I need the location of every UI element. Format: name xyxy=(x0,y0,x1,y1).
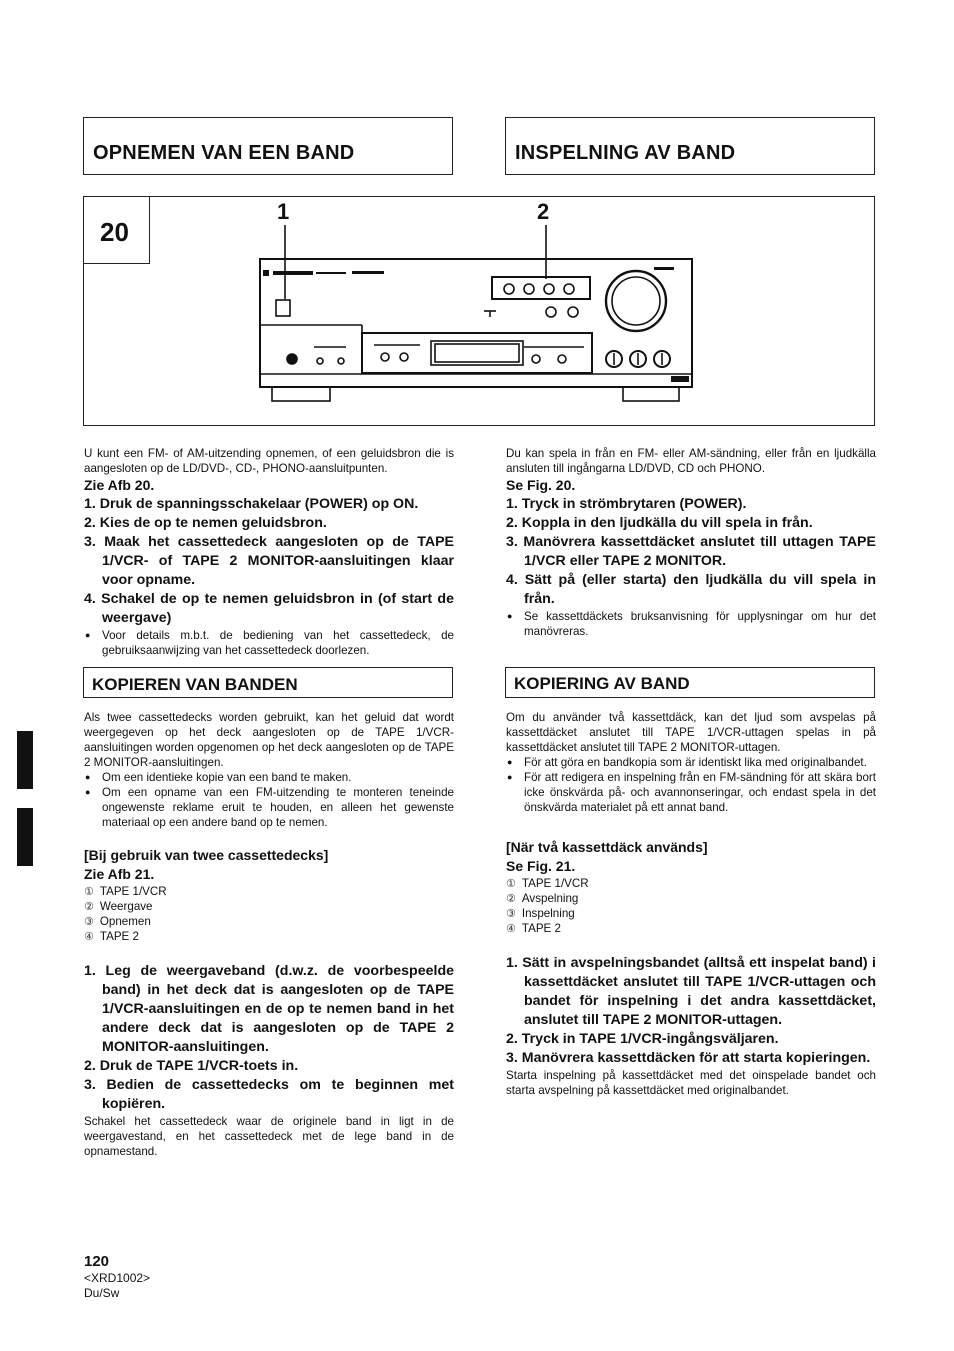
right-copy-bullet-2: ● För att redigera en inspelning från en FM-sändning för att skära bort icke önskvärda på- och avannonseringar, och endast spela in det önskvärda materialet på ett annat band. xyxy=(506,770,876,815)
right-steps xyxy=(506,495,876,609)
left-copy-bullet-2: ● Om een opname van een FM-uitzending te monteren teneinde ongewenste reklame eruit te houden, en alleen het gewenste materiaal op een andere band op te nemen. xyxy=(84,785,454,830)
right-legend-item: ② Avspelning xyxy=(506,892,579,905)
right-step-2: 2. Koppla in den ljudkälla du vill spela in från. xyxy=(506,515,813,531)
left-top-column xyxy=(84,446,454,658)
right-step-4: 4. Sätt på (eller starta) den ljudkälla du vill spela in från. xyxy=(506,572,876,607)
left-step-3: 3. Maak het cassettedeck aangesloten op de TAPE 1/VCR- of TAPE 2 MONITOR-aansluitingen klaar voor opname. xyxy=(84,534,454,588)
right-step-1: 1. Tryck in strömbrytaren (POWER). xyxy=(506,496,747,512)
left-copy-outro: Schakel het cassettedeck waar de originele band in ligt in de weergavestand, en het cassettedeck met de lege band in de opnamestand. xyxy=(84,1115,454,1158)
left-copy-intro: Als twee cassettedecks worden gebruikt, kan het geluid dat wordt weergegeven op het deck aangesloten op de TAPE 1/VCR-aansluitingen worden opgenomen op het deck aangesloten op de TAPE 2 MONITOR-aansluitingen. xyxy=(84,711,454,769)
right-bottom-column xyxy=(506,710,876,1098)
header-box-left xyxy=(83,117,453,175)
left-copy-step-3: 3. Bedien de cassettedecks om te beginnen met kopiëren. xyxy=(84,1077,454,1112)
footer xyxy=(84,1253,150,1301)
right-copy-bullet-1: ● För att göra en bandkopia som är identiskt lika med originalbandet. xyxy=(506,755,876,770)
left-copy-legend xyxy=(84,884,454,944)
language-code: Du/Sw xyxy=(84,1286,120,1300)
receiver-front-panel-illustration xyxy=(84,197,874,425)
callout-2: 2 xyxy=(537,199,550,224)
right-copy-legend xyxy=(506,876,876,936)
left-legend-item: ③ Opnemen xyxy=(84,915,151,928)
section-box-right xyxy=(505,667,875,698)
page-title-swedish: INSPELNING AV BAND xyxy=(515,142,736,164)
side-tab-marker-top xyxy=(17,731,33,789)
left-step-4: 4. Schakel de op te nemen geluidsbron in (of start de weergave) xyxy=(84,591,454,626)
right-copy-step-3: 3. Manövrera kassettdäcken för att starta kopieringen. xyxy=(506,1050,871,1066)
left-legend-item: ① TAPE 1/VCR xyxy=(84,885,167,898)
right-intro: Du kan spela in från en FM- eller AM-sändning, eller från en ljudkälla ansluten till ingångarna LD/DVD, CD och PHONO. xyxy=(506,447,876,475)
left-step-1: 1. Druk de spanningsschakelaar (POWER) op ON. xyxy=(84,496,419,512)
right-copy-bullets xyxy=(506,755,876,815)
right-legend-item: ④ TAPE 2 xyxy=(506,922,561,935)
right-copy-subhead: [När två kassettdäck används] xyxy=(506,839,708,855)
left-step-2: 2. Kies de op te nemen geluidsbron. xyxy=(84,515,327,531)
left-copy-steps xyxy=(84,962,454,1114)
document-code: <XRD1002> xyxy=(84,1271,151,1285)
left-intro: U kunt een FM- of AM-uitzending opnemen, of een geluidsbron die is aangesloten op de LD/DVD-, CD-, PHONO-aansluitpunten. xyxy=(84,447,454,475)
right-copy-outro: Starta inspelning på kassettdäcket med det oinspelade bandet och starta avspelning på kassettdäcket med originalbandet. xyxy=(506,1069,876,1097)
right-notes xyxy=(506,609,876,639)
right-figure-ref: Se Fig. 20. xyxy=(506,477,576,493)
right-copy-figure-ref: Se Fig. 21. xyxy=(506,858,576,874)
figure-20-frame xyxy=(83,196,875,426)
section-title-swedish: KOPIERING AV BAND xyxy=(514,674,690,693)
page-title-dutch: OPNEMEN VAN EEN BAND xyxy=(93,142,355,164)
left-copy-bullets xyxy=(84,770,454,830)
section-title-dutch: KOPIEREN VAN BANDEN xyxy=(92,675,298,694)
page-number: 120 xyxy=(84,1253,110,1270)
left-copy-figure-ref: Zie Afb 21. xyxy=(84,866,155,882)
right-step-3: 3. Manövrera kassettdäcket anslutet till uttagen TAPE 1/VCR eller TAPE 2 MONITOR. xyxy=(506,534,876,569)
right-top-column xyxy=(506,446,876,639)
figure-number: 20 xyxy=(100,217,129,247)
left-notes xyxy=(84,628,454,658)
left-copy-subhead: [Bij gebruik van twee cassettedecks] xyxy=(84,847,329,863)
left-copy-step-1: 1. Leg de weergaveband (d.w.z. de voorbespeelde band) in het deck dat is aangesloten op de TAPE 1/VCR-aansluitingen en de op te nemen band in het andere deck dat is aangesloten op de TAPE 2 MONITOR-aansluitingen. xyxy=(84,963,454,1055)
right-legend-item: ③ Inspelning xyxy=(506,907,575,920)
left-legend-item: ② Weergave xyxy=(84,900,153,913)
left-steps xyxy=(84,495,454,628)
header-box-right xyxy=(505,117,875,175)
right-legend-item: ① TAPE 1/VCR xyxy=(506,877,589,890)
left-legend-item: ④ TAPE 2 xyxy=(84,930,139,943)
left-note: ● Voor details m.b.t. de bediening van het cassettedeck, de gebruiksaanwijzing van het cassettedeck doorlezen. xyxy=(84,628,454,658)
left-figure-ref: Zie Afb 20. xyxy=(84,477,155,493)
left-bottom-column xyxy=(84,710,454,1159)
right-copy-step-1: 1. Sätt in avspelningsbandet (alltså ett inspelat band) i kassettdäcket anslutet till TAPE 1/VCR-uttagen och bandet för inspelning i det andra kassettdäcket, anslutet till TAPE 2 MONITOR-uttagen. xyxy=(506,955,876,1028)
right-copy-intro: Om du använder två kassettdäck, kan det ljud som avspelas på kassettdäcket anslutet till TAPE 1/VCR-uttagen spelas in på kassettdäcket anslutet till TAPE 2 MONITOR-uttagen. xyxy=(506,711,876,754)
right-copy-steps xyxy=(506,954,876,1068)
left-copy-bullet-1: ● Om een identieke kopie van een band te maken. xyxy=(84,770,454,785)
section-box-left xyxy=(83,667,453,698)
left-copy-step-2: 2. Druk de TAPE 1/VCR-toets in. xyxy=(84,1058,299,1074)
side-tab-marker-bottom xyxy=(17,808,33,866)
callout-1: 1 xyxy=(277,199,290,224)
right-note: ● Se kassettdäckets bruksanvisning för upplysningar om hur det manövreras. xyxy=(506,609,876,639)
right-copy-step-2: 2. Tryck in TAPE 1/VCR-ingångsväljaren. xyxy=(506,1031,779,1047)
